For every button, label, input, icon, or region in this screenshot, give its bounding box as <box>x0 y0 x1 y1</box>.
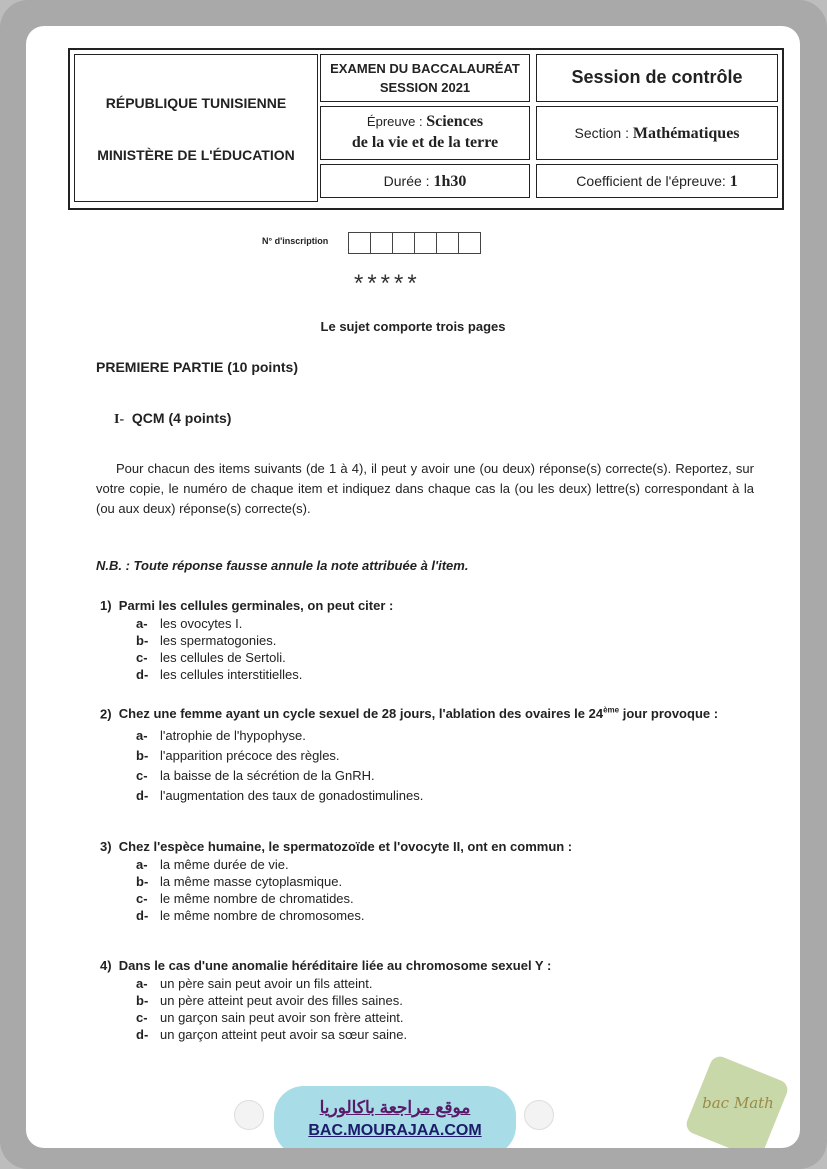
header-table <box>68 48 784 210</box>
question-number: 3) <box>100 839 112 854</box>
question-number: 2) <box>100 706 112 722</box>
coefficient-label: Coefficient de l'épreuve: <box>576 173 730 189</box>
site-logo-icon <box>524 1100 554 1130</box>
inscription-box[interactable] <box>371 233 393 253</box>
exam-title-cell <box>320 54 530 102</box>
option: d- l'augmentation des taux de gonadostimulines. <box>136 788 424 804</box>
option: c- la baisse de la sécrétion de la GnRH. <box>136 768 375 784</box>
question-3 <box>100 838 760 924</box>
question-1 <box>100 597 760 683</box>
duration-cell <box>320 164 530 198</box>
qcm-title <box>114 410 231 428</box>
epreuve-value-2: de la vie et de la terre <box>351 134 499 151</box>
section-label: Section : <box>574 125 633 141</box>
site-logo-icon <box>234 1100 264 1130</box>
option: b- un père atteint peut avoir des filles saines. <box>136 993 403 1008</box>
part-title: PREMIERE PARTIE (10 points) <box>96 359 298 375</box>
option: d- un garçon atteint peut avoir sa sœur saine. <box>136 1027 408 1042</box>
question-2 <box>100 702 760 806</box>
exam-title: EXAMEN DU BACCALAURÉAT <box>330 61 520 76</box>
exam-page <box>26 26 800 1148</box>
coefficient-value: 1 <box>729 173 738 190</box>
star-separator: ***** <box>354 270 421 297</box>
duration-value: 1h30 <box>433 173 467 190</box>
site-url-link[interactable]: BAC.MOURAJAA.COM <box>308 1122 482 1139</box>
country-name: RÉPUBLIQUE TUNISIENNE <box>105 95 287 111</box>
qcm-number: I- <box>114 412 125 427</box>
question-number: 1) <box>100 598 112 613</box>
option: b- les spermatogonies. <box>136 633 277 648</box>
inscription-box[interactable] <box>437 233 459 253</box>
option: c- le même nombre de chromatides. <box>136 891 354 906</box>
site-banner[interactable] <box>274 1086 516 1148</box>
inscription-boxes[interactable] <box>348 232 481 254</box>
option: d- les cellules interstitielles. <box>136 667 303 682</box>
section-value: Mathématiques <box>632 125 740 142</box>
coefficient-cell <box>536 164 778 198</box>
instructions: Pour chacun des items suivants (de 1 à 4), il peut y avoir une (ou deux) réponse(s) correcte(s). Reportez, sur votre copie, le numéro de chaque item et indiquez dans chaque cas la (ou les deux) lettre(s) correspondant à la (ou aux deux) réponse(s) correcte(s). <box>96 461 754 516</box>
inscription-box[interactable] <box>349 233 371 253</box>
section-cell <box>536 106 778 160</box>
option: a- un père sain peut avoir un fils atteint. <box>136 976 373 991</box>
option: a- l'atrophie de l'hypophyse. <box>136 728 306 744</box>
question-text: Dans le cas d'une anomalie héréditaire liée au chromosome sexuel Y : <box>118 958 552 973</box>
nb-note: N.B. : Toute réponse fausse annule la note attribuée à l'item. <box>96 558 469 573</box>
option: a- les ovocytes I. <box>136 616 243 631</box>
qcm-label: QCM (4 points) <box>131 410 232 426</box>
option: d- le même nombre de chromosomes. <box>136 908 365 923</box>
bac-math-badge-text: bac Math <box>702 1094 774 1112</box>
exam-session-year: SESSION 2021 <box>379 80 471 95</box>
question-number: 4) <box>100 958 112 973</box>
option: b- la même masse cytoplasmique. <box>136 874 343 889</box>
inscription-box[interactable] <box>459 233 480 253</box>
duration-label: Durée : <box>383 173 434 189</box>
site-arabic-name: موقع مراجعة باكالوريا <box>319 1098 471 1117</box>
epreuve-label: Épreuve : <box>366 114 427 129</box>
epreuve-value-1: Sciences <box>426 113 484 130</box>
option: c- les cellules de Sertoli. <box>136 650 286 665</box>
epreuve-cell <box>320 106 530 160</box>
subject-note: Le sujet comporte trois pages <box>320 319 506 334</box>
session-cell: Session de contrôle <box>536 54 778 102</box>
inscription-box[interactable] <box>393 233 415 253</box>
question-text: Chez une femme ayant un cycle sexuel de 28 jours, l'ablation des ovaires le 24ème jour provoque : <box>118 706 719 722</box>
inscription-box[interactable] <box>415 233 437 253</box>
option: c- un garçon sain peut avoir son frère atteint. <box>136 1010 404 1025</box>
ministry-name: MINISTÈRE DE L'ÉDUCATION <box>97 147 295 163</box>
option: a- la même durée de vie. <box>136 857 289 872</box>
question-text: Chez l'espèce humaine, le spermatozoïde et l'ovocyte II, ont en commun : <box>118 839 573 854</box>
inscription-label: N° d'inscription <box>262 236 329 246</box>
header-institution <box>74 54 318 202</box>
option: b- l'apparition précoce des règles. <box>136 748 340 764</box>
question-text: Parmi les cellules germinales, on peut citer : <box>118 598 394 613</box>
question-4 <box>100 957 760 1043</box>
